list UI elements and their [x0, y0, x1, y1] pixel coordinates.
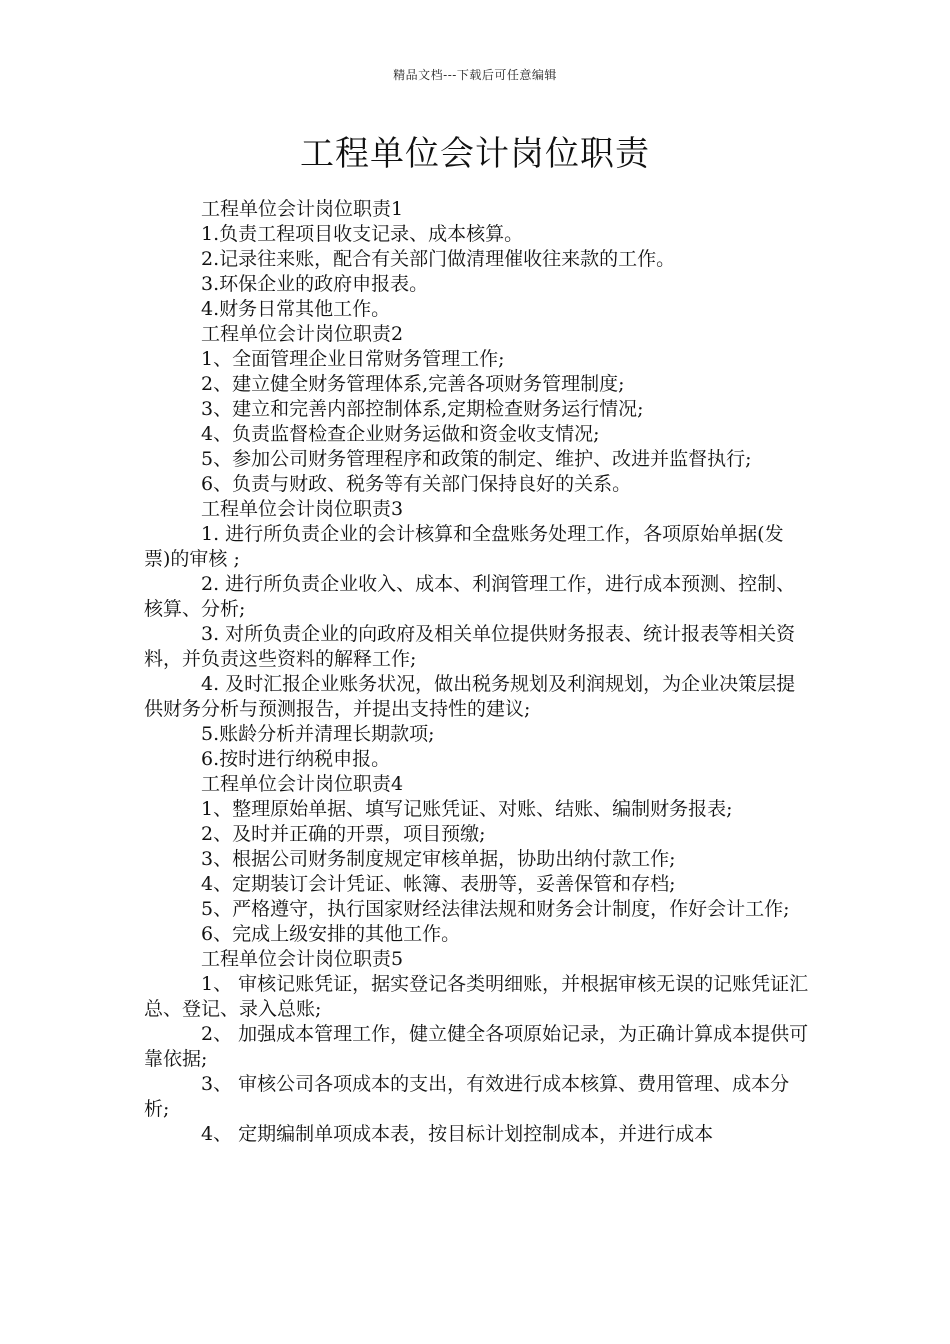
body-line: 工程单位会计岗位职责4 — [201, 773, 404, 795]
body-line: 4.财务日常其他工作。 — [201, 298, 391, 320]
body-line: 2、及时并正确的开票，项目预缴; — [201, 823, 486, 845]
body-line: 4. 及时汇报企业账务状况，做出税务规划及利润规划，为企业决策层提供财务分析与预测报告，并提出支持性的建议; — [144, 673, 796, 720]
body-line: 1.负责工程项目收支记录、成本核算。 — [201, 223, 524, 245]
body-line: 工程单位会计岗位职责3 — [201, 498, 404, 520]
body-line: 5.账龄分析并清理长期款项; — [201, 723, 435, 745]
body-line: 5、严格遵守，执行国家财经法律法规和财务会计制度，作好会计工作; — [201, 898, 790, 920]
body-line: 1、 审核记账凭证，据实登记各类明细账，并根据审核无误的记账凭证汇总、登记、录入总账; — [144, 973, 809, 1020]
body-line: 6、负责与财政、税务等有关部门保持良好的关系。 — [201, 473, 632, 495]
document-body — [144, 197, 809, 1147]
page-header: 精品文档---下载后可任意编辑 — [393, 68, 557, 82]
body-line: 3、根据公司财务制度规定审核单据，协助出纳付款工作; — [201, 848, 676, 870]
body-line: 4、 定期编制单项成本表，按目标计划控制成本，并进行成本 — [201, 1123, 714, 1145]
body-line: 1、全面管理企业日常财务管理工作; — [201, 348, 505, 370]
body-line: 2、 加强成本管理工作，健立健全各项原始记录，为正确计算成本提供可靠依据; — [144, 1023, 809, 1070]
body-line: 3、建立和完善内部控制体系,定期检查财务运行情况; — [201, 398, 644, 420]
body-line: 5、参加公司财务管理程序和政策的制定、维护、改进并监督执行; — [201, 448, 752, 470]
body-line: 4、定期装订会计凭证、帐簿、表册等，妥善保管和存档; — [201, 873, 676, 895]
body-line: 4、负责监督检查企业财务运做和资金收支情况; — [201, 423, 600, 445]
body-line: 2.记录往来账，配合有关部门做清理催收往来款的工作。 — [201, 248, 676, 270]
body-line: 2. 进行所负责企业收入、成本、利润管理工作，进行成本预测、控制、核算、分析; — [144, 573, 796, 620]
body-line: 6.按时进行纳税申报。 — [201, 748, 391, 770]
body-line: 工程单位会计岗位职责2 — [201, 323, 404, 345]
document-title: 工程单位会计岗位职责 — [300, 134, 650, 174]
body-line: 2、建立健全财务管理体系,完善各项财务管理制度; — [201, 373, 625, 395]
body-line: 3. 对所负责企业的向政府及相关单位提供财务报表、统计报表等相关资料，并负责这些资料的解释工作; — [144, 623, 796, 670]
body-line: 1、整理原始单据、填写记账凭证、对账、结账、编制财务报表; — [201, 798, 733, 820]
body-line: 3、 审核公司各项成本的支出，有效进行成本核算、费用管理、成本分析; — [144, 1073, 790, 1120]
body-line: 6、完成上级安排的其他工作。 — [201, 923, 461, 945]
body-line: 工程单位会计岗位职责5 — [201, 948, 404, 970]
body-line: 1. 进行所负责企业的会计核算和全盘账务处理工作，各项原始单据(发票)的审核 ; — [144, 523, 784, 570]
body-line: 工程单位会计岗位职责1 — [201, 198, 404, 220]
body-line: 3.环保企业的政府申报表。 — [201, 273, 429, 295]
